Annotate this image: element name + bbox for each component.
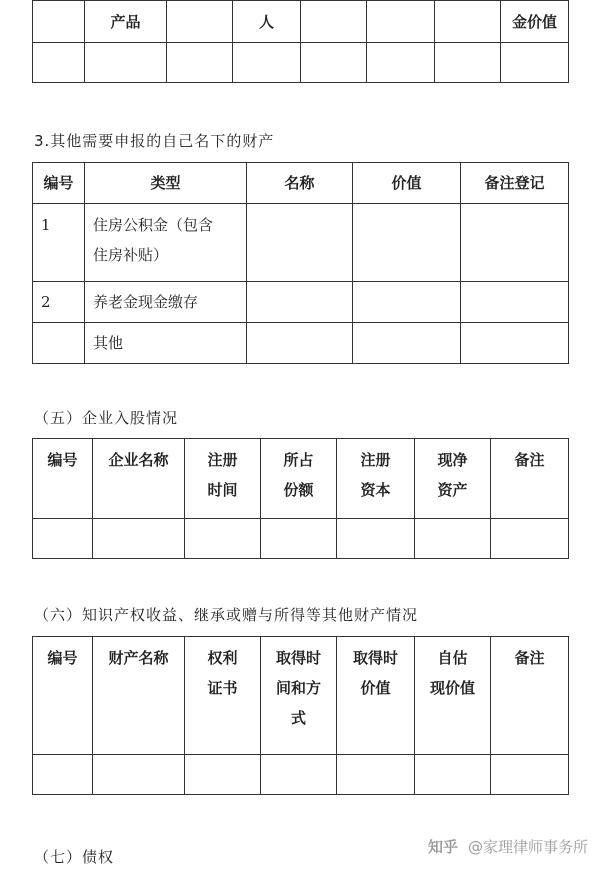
table-cell (33, 519, 93, 559)
table-cell (93, 519, 185, 559)
section7-heading: （七）债权 (34, 848, 115, 866)
row-type: 养老金现金缴存 (85, 282, 247, 323)
section6-column-header (33, 637, 93, 755)
row-number (33, 323, 85, 364)
table-cell (301, 43, 367, 83)
section5-column-header (93, 439, 185, 519)
table-cell (33, 43, 85, 83)
header-line: 所占 (283, 451, 314, 469)
top-table (32, 0, 569, 83)
table-cell (461, 323, 569, 364)
section5-column-header (337, 439, 415, 519)
table-cell (185, 519, 261, 559)
top-header-cell: 产品 (85, 1, 167, 43)
section3-column-header: 编号 (33, 163, 85, 204)
top-header-cell (301, 1, 367, 43)
section6-column-header (337, 637, 415, 755)
section3-table (32, 162, 569, 364)
section5-table (32, 438, 569, 559)
row-type-line: 住房公积金（包含 (93, 216, 214, 234)
table-cell (247, 323, 353, 364)
table-cell (415, 519, 491, 559)
table-cell (353, 204, 461, 282)
table-cell (353, 282, 461, 323)
header-line: 备注 (514, 451, 545, 469)
row-number: 1 (33, 204, 85, 282)
table-row (33, 204, 569, 282)
section3-column-header: 备注登记 (461, 163, 569, 204)
section6-table (32, 636, 569, 795)
header-line: 份额 (283, 481, 314, 499)
header-line: 编号 (47, 649, 78, 667)
header-line: 备注 (514, 649, 545, 667)
table-cell (93, 755, 185, 795)
section5-heading: （五）企业入股情况 (34, 409, 179, 427)
table-cell (367, 43, 435, 83)
row-type: 其他 (85, 323, 247, 364)
section3-column-header: 价值 (353, 163, 461, 204)
section3-heading: 3.其他需要申报的自己名下的财产 (34, 132, 275, 150)
table-row (33, 282, 569, 323)
table-cell (337, 755, 415, 795)
table-cell (247, 204, 353, 282)
header-line: 时间 (207, 481, 238, 499)
table-cell (185, 755, 261, 795)
watermark-text: @家理律师事务所 (467, 838, 588, 856)
table-row (33, 323, 569, 364)
table-cell (461, 282, 569, 323)
table-cell (261, 755, 337, 795)
table-cell (85, 43, 167, 83)
top-header-cell (33, 1, 85, 43)
section6-heading: （六）知识产权收益、继承或赠与所得等其他财产情况 (34, 606, 419, 624)
table-cell (491, 519, 569, 559)
header-line: 注册 (360, 451, 391, 469)
top-header-cell: 金价值 (501, 1, 569, 43)
section6-column-header (491, 637, 569, 755)
table-cell (261, 519, 337, 559)
section5-column-header (185, 439, 261, 519)
zhihu-logo: 知乎 (427, 838, 458, 856)
header-line: 注册 (207, 451, 238, 469)
section6-column-header (415, 637, 491, 755)
table-cell (33, 755, 93, 795)
table-row (33, 519, 569, 559)
header-line: 现净 (437, 451, 468, 469)
header-line: 资产 (437, 481, 468, 499)
table-cell (247, 282, 353, 323)
section3-column-header: 名称 (247, 163, 353, 204)
header-line: 现价值 (429, 679, 475, 697)
table-cell (491, 755, 569, 795)
header-line: 编号 (47, 451, 78, 469)
header-line: 自估 (437, 649, 468, 667)
section5-column-header (33, 439, 93, 519)
header-line: 企业名称 (108, 451, 169, 469)
section6-column-header (93, 637, 185, 755)
header-line: 财产名称 (108, 649, 169, 667)
table-cell (435, 43, 501, 83)
row-type-line: 住房补贴） (93, 246, 169, 264)
header-line: 式 (290, 709, 306, 727)
top-header-cell: 人 (233, 1, 301, 43)
row-type (85, 204, 247, 282)
watermark (428, 836, 588, 857)
section3-column-header: 类型 (85, 163, 247, 204)
top-header-cell (167, 1, 233, 43)
header-line: 价值 (360, 679, 391, 697)
row-number: 2 (33, 282, 85, 323)
table-cell (233, 43, 301, 83)
table-cell (353, 323, 461, 364)
header-line: 资本 (360, 481, 391, 499)
table-cell (501, 43, 569, 83)
header-line: 证书 (207, 679, 238, 697)
table-row (33, 755, 569, 795)
header-line: 间和方 (275, 679, 321, 697)
section6-column-header (185, 637, 261, 755)
section6-column-header (261, 637, 337, 755)
table-cell (461, 204, 569, 282)
table-cell (167, 43, 233, 83)
section5-column-header (491, 439, 569, 519)
header-line: 权利 (207, 649, 238, 667)
top-header-cell (435, 1, 501, 43)
section5-column-header (261, 439, 337, 519)
header-line: 取得时 (352, 649, 398, 667)
top-header-cell (367, 1, 435, 43)
table-cell (337, 519, 415, 559)
header-line: 取得时 (275, 649, 321, 667)
table-cell (415, 755, 491, 795)
section5-column-header (415, 439, 491, 519)
